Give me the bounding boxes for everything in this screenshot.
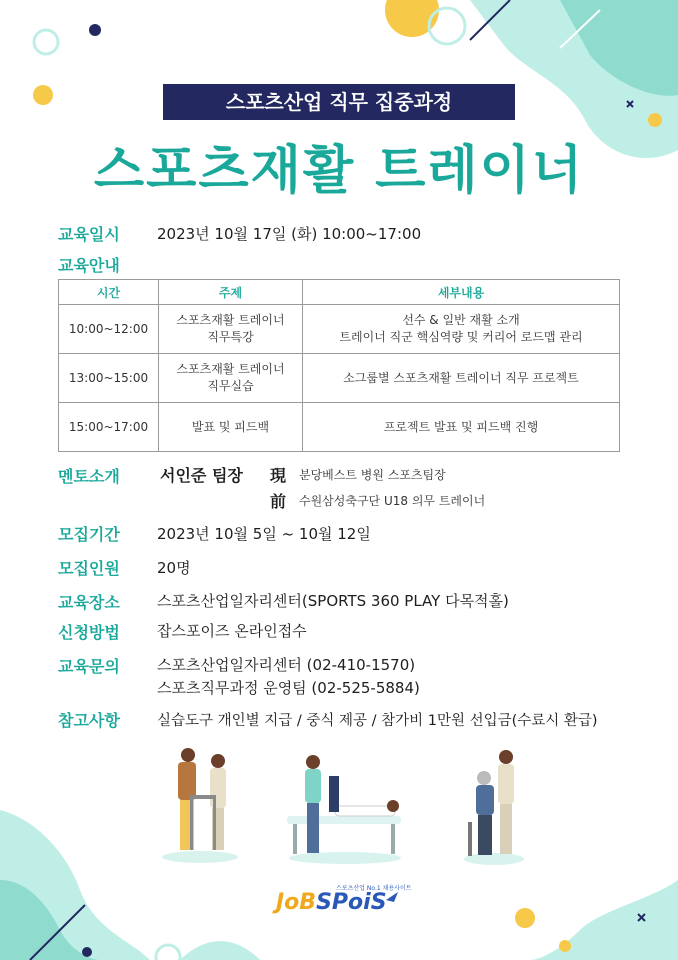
logo-part1: JoB xyxy=(276,890,317,915)
cell-detail-line: 프로젝트 발표 및 피드백 진행 xyxy=(383,419,539,434)
cell-topic-line: 스포츠재활 트레이너 xyxy=(176,313,285,327)
cell-topic xyxy=(159,305,303,354)
cell-topic-line: 직무실습 xyxy=(207,379,254,393)
notes-value: 실습도구 개인별 지급 / 중식 제공 / 참가비 1만원 선입금(수료시 환급) xyxy=(157,713,598,729)
cell-topic-line: 발표 및 피드백 xyxy=(191,419,270,434)
cell-time: 13:00~15:00 xyxy=(59,354,159,403)
schedule-label: 교육일시 xyxy=(58,225,120,244)
mentor-former-prefix: 前 xyxy=(270,492,287,511)
inquiry-line2: 스포츠직무과정 운영팀 (02-525-5884) xyxy=(157,679,420,697)
page-title: 스포츠재활 트레이너 xyxy=(93,141,585,201)
cell-detail-line: 트레이너 직군 핵심역량 및 커리어 로드맵 관리 xyxy=(339,330,583,344)
inquiry-label: 교육문의 xyxy=(58,657,120,676)
cell-detail xyxy=(303,354,620,403)
logo-part2: SPoiS xyxy=(316,890,387,915)
logo-tagline: 스포츠산업 No.1 채용사이트 xyxy=(336,885,412,892)
mentor-current-prefix: 現 xyxy=(270,466,287,485)
col-header-time: 시간 xyxy=(59,280,159,305)
cell-detail xyxy=(303,403,620,452)
venue-value: 스포츠산업일자리센터(SPORTS 360 PLAY 다목적홀) xyxy=(157,592,509,610)
cell-detail-line: 선수 & 일반 재활 소개 xyxy=(402,313,520,327)
col-header-topic: 주제 xyxy=(159,280,303,305)
rehab-walker-illustration xyxy=(160,745,240,865)
recruit-count-value: 20명 xyxy=(157,559,191,577)
mentor-former: 수원삼성축구단 U18 의무 트레이너 xyxy=(299,494,486,508)
venue-label: 교육장소 xyxy=(58,593,120,612)
mentor-name: 서인준 팀장 xyxy=(160,466,243,485)
rehab-stretch-illustration xyxy=(285,750,405,865)
recruit-count-label: 모집인원 xyxy=(58,559,120,578)
rehab-assist-illustration xyxy=(462,748,527,866)
cell-detail-line: 소그룹별 스포츠재활 트레이너 직무 프로젝트 xyxy=(343,370,579,385)
table-row xyxy=(59,305,620,354)
jobspois-logo xyxy=(276,890,387,915)
recruit-period-label: 모집기간 xyxy=(58,525,120,544)
apply-value: 잡스포이즈 온라인접수 xyxy=(157,622,307,640)
table-row xyxy=(59,403,620,452)
course-subtitle-banner: 스포츠산업 직무 집중과정 xyxy=(163,84,515,120)
table-header-row xyxy=(59,280,620,305)
logo-star-icon xyxy=(384,890,400,904)
apply-label: 신청방법 xyxy=(58,623,120,642)
schedule-value: 2023년 10월 17일 (화) 10:00~17:00 xyxy=(157,225,422,243)
table-row xyxy=(59,354,620,403)
cell-time: 15:00~17:00 xyxy=(59,403,159,452)
notes-label: 참고사항 xyxy=(58,711,120,730)
mentor-current: 분당베스트 병원 스포츠팀장 xyxy=(299,468,446,482)
recruit-period-value: 2023년 10월 5일 ~ 10월 12일 xyxy=(157,525,371,543)
guide-label: 교육안내 xyxy=(58,256,120,275)
cell-detail xyxy=(303,305,620,354)
inquiry-line1: 스포츠산업일자리센터 (02-410-1570) xyxy=(157,656,416,674)
cell-topic-line: 스포츠재활 트레이너 xyxy=(176,362,285,376)
cell-topic-line: 직무특강 xyxy=(207,330,254,344)
cell-topic xyxy=(159,403,303,452)
mentor-label: 멘토소개 xyxy=(58,467,120,486)
cell-time: 10:00~12:00 xyxy=(59,305,159,354)
bottom-right-blob xyxy=(530,880,678,960)
col-header-detail: 세부내용 xyxy=(303,280,620,305)
cell-topic xyxy=(159,354,303,403)
schedule-table xyxy=(58,279,620,452)
